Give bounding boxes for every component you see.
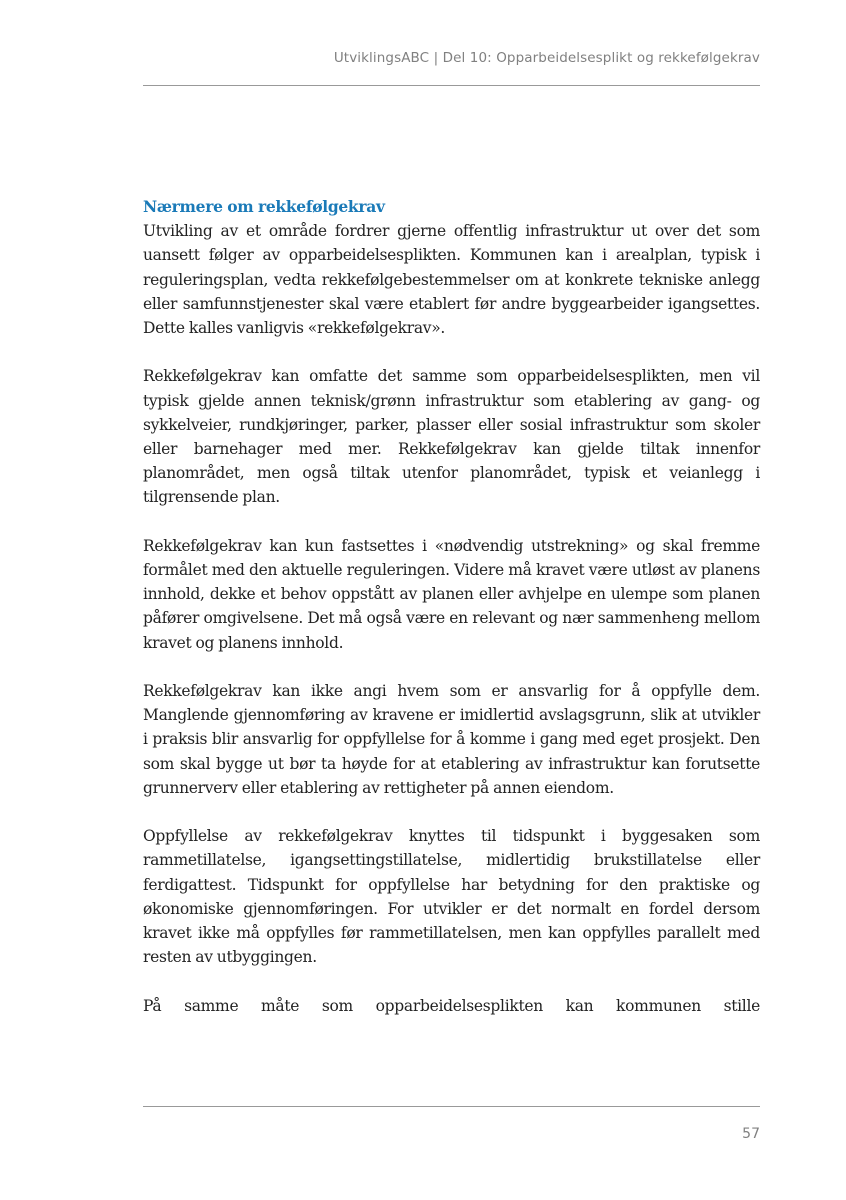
body-paragraph-continued: På samme måte som opparbeidelsesplikten kan kommunen stille xyxy=(143,996,760,1015)
body-paragraph: Utvikling av et område fordrer gjerne offentlig infrastruktur ut over det som uansett følger av opparbeidelsesplikten. Kommunen kan i arealplan, typisk i reguleringsplan, vedta rekkefølgebestemmelser om at konkrete tekniske anlegg eller samfunnstjenester skal være etablert før andre byggearbeider igangsettes. Dette kalles vanligvis «rekkefølgekrav». xyxy=(143,222,760,338)
body-paragraph: Rekkefølgekrav kan ikke angi hvem som er ansvarlig for å oppfylle dem. Manglende gjennomføring av kravene er imidlertid avslagsgrunn, slik at utvikler i praksis blir ansvarlig for oppfyllelse for å komme i gang med eget prosjekt. Den som skal bygge ut bør ta høyde for at etablering av infrastruktur kan forutsette grunnerverv eller etablering av rettigheter på annen eiendom. xyxy=(143,682,760,797)
footer-divider xyxy=(143,1106,760,1107)
body-paragraph: Oppfyllelse av rekkefølgekrav knyttes til tidspunkt i byggesaken som rammetillatelse, igangsettingstillatelse, midlertidig brukstillatelse eller ferdigattest. Tidspunkt for oppfyllelse har betydning for den praktiske og økonomiske gjennomføringen. For utvikler er det normalt en fordel dersom kravet ikke må oppfylles før rammetillatelsen, men kan oppfylles parallelt med resten av utbyggingen. xyxy=(143,827,760,967)
running-header: UtviklingsABC | Del 10: Opparbeidelsesplikt og rekkefølgekrav xyxy=(333,50,760,66)
body-paragraph: Rekkefølgekrav kan omfatte det samme som opparbeidelsesplikten, men vil typisk gjelde annen teknisk/grønn infrastruktur som etablering av gang- og sykkelveier, rundkjøringer, parker, plasser eller sosial infrastruktur som skoler eller barnehager med mer. Rekkefølgekrav kan gjelde tiltak innenfor planområdet, men også tiltak utenfor planområdet, typisk et veianlegg i tilgrensende plan. xyxy=(143,367,760,507)
page-number: 57 xyxy=(742,1126,760,1142)
section-heading: Nærmere om rekkefølgekrav xyxy=(143,197,385,216)
page-body xyxy=(143,195,760,1042)
header-divider xyxy=(143,85,760,86)
body-paragraph: Rekkefølgekrav kan kun fastsettes i «nødvendig utstrekning» og skal fremme formålet med den aktuelle reguleringen. Videre må kravet være utløst av planens innhold, dekke et behov oppstått av planen eller avhjelpe en ulempe som planen påfører omgivelsene. Det må også være en relevant og nær sammenheng mellom kravet og planens innhold. xyxy=(143,536,760,652)
